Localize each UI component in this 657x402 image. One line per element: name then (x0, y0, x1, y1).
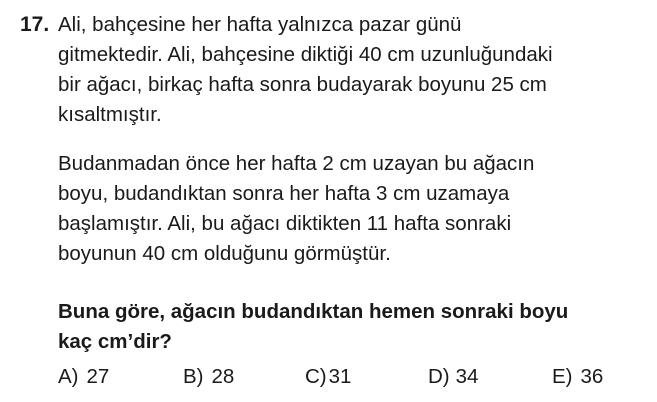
option-label: D) (428, 365, 450, 388)
answer-options (58, 362, 653, 392)
option-value: 28 (211, 365, 235, 388)
option-value: 31 (328, 365, 352, 388)
option-label: A) (58, 365, 79, 388)
option-value: 36 (580, 365, 604, 388)
option-value: 34 (455, 365, 479, 388)
paragraph-line: kısaltmıştır. (58, 103, 162, 126)
paragraph-line: boyu, budandıktan sonra her hafta 3 cm uzamaya (58, 182, 510, 205)
option-a[interactable] (58, 362, 109, 392)
option-label: E) (552, 365, 573, 388)
prompt-line: Buna göre, ağacın budandıktan hemen sonraki boyu (58, 300, 569, 323)
option-b[interactable] (183, 362, 234, 392)
paragraph-line: Ali, bahçesine her hafta yalnızca pazar günü (58, 13, 462, 36)
paragraph-line: boyunun 40 cm olduğunu görmüştür. (58, 242, 391, 265)
question-paragraph-2 (58, 149, 653, 269)
paragraph-line: başlamıştır. Ali, bu ağacı diktikten 11 hafta sonraki (58, 212, 512, 235)
question-prompt (58, 297, 653, 357)
prompt-line: kaç cm’dir? (58, 330, 172, 353)
option-d[interactable] (428, 362, 478, 392)
option-label: C) (305, 365, 327, 388)
question-number: 17. (20, 13, 50, 36)
option-e[interactable] (552, 362, 603, 392)
paragraph-line: Budanmadan önce her hafta 2 cm uzayan bu ağacın (58, 152, 535, 175)
paragraph-line: gitmektedir. Ali, bahçesine diktiği 40 cm uzunluğundaki (58, 43, 553, 66)
question-paragraph-1 (58, 10, 653, 130)
paragraph-line: bir ağacı, birkaç hafta sonra budayarak boyunu 25 cm (58, 73, 547, 96)
option-c[interactable] (305, 362, 351, 392)
option-value: 27 (86, 365, 110, 388)
option-label: B) (183, 365, 204, 388)
